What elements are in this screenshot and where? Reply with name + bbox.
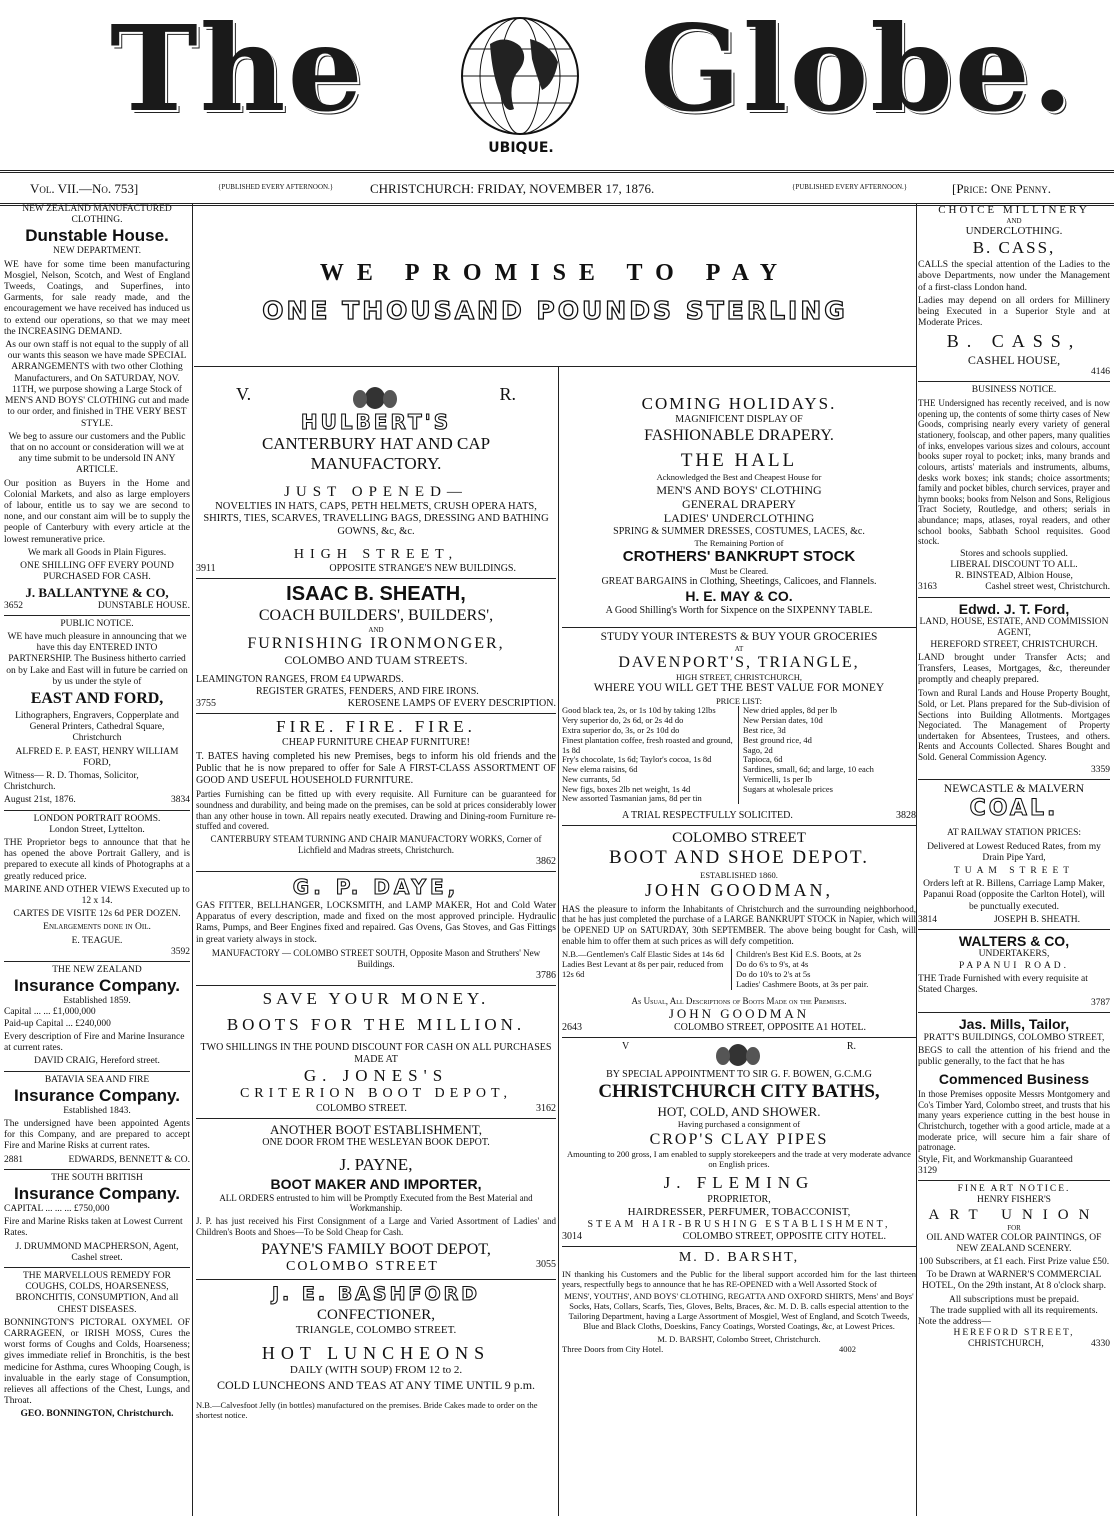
fleming-title: J. FLEMING bbox=[663, 1173, 815, 1193]
middle-column-b bbox=[562, 370, 916, 1354]
boot-price-item: Children's Best Kid E.S. Boots, at 2s bbox=[736, 948, 862, 959]
price-item: Sardines, small, 6d; and large, 10 each bbox=[743, 764, 874, 775]
and-connector: AND bbox=[368, 625, 384, 634]
ad-number: 3163 bbox=[918, 582, 937, 593]
jones-title: G. JONES'S bbox=[303, 1065, 449, 1085]
hereford-street-2: HEREFORD STREET, bbox=[953, 1328, 1075, 1339]
price-item: Extra superior do, 3s, or 2s 10d do bbox=[562, 724, 680, 735]
high-street: HIGH STREET, bbox=[293, 546, 459, 562]
price-list: PRICE LIST: bbox=[715, 696, 763, 707]
middle-divider bbox=[558, 366, 559, 1516]
choice-millinery: CHOICE MILLINERY bbox=[938, 204, 1090, 216]
dunstable-house-title: Dunstable House. bbox=[25, 226, 169, 246]
ford-body-2: Town and Rural Lands and House Property Bought, Sold, or Let. Plans prepared for the Sub-division of Sections into Building Allotments. Mortgages Negociated. The Management of Property undertaken for Absentees, Trustees, and others. Rents and Accounts Collected. Shares Bought and Sold. General Commission Agency. bbox=[918, 688, 1110, 762]
save-money: SAVE YOUR MONEY. bbox=[262, 988, 490, 1008]
middle-column-a bbox=[196, 370, 556, 1422]
drawn-at: To be Drawn at WARNER'S COMMERCIAL HOTEL, On the 29th instant, At 8 o'clock sharp. bbox=[921, 1270, 1107, 1292]
batavia-heading: BATAVIA SEA AND FIRE bbox=[44, 1074, 150, 1085]
goodman-body: HAS the pleasure to inform the Inhabitants of Christchurch and the surrounding neighborhood, that he has just completed the purchase of a LARGE BANKRUPT STOCK in Napier, which will be OPENED UP on SATURDAY, 30th SEPTEMBER. The above being bought for Cash, will enable him to offer them at such prices as will defy competition. bbox=[562, 903, 916, 947]
price-item: New figs, boxes 2lb net weight, 1s 4d bbox=[562, 783, 691, 794]
goodman-address: COLOMBO STREET, OPPOSITE A1 HOTEL. bbox=[673, 1022, 866, 1034]
east-and-ford: EAST AND FORD, bbox=[30, 690, 164, 708]
new-department: NEW DEPARTMENT. bbox=[53, 246, 141, 257]
price-item: New assorted Tasmanian jams, 8d per tin bbox=[562, 793, 702, 804]
bonnington-name: GEO. BONNINGTON, Christchurch. bbox=[20, 1409, 174, 1420]
ad-number: 2881 bbox=[4, 1154, 23, 1165]
left-column bbox=[4, 204, 190, 1516]
liberal-discount: LIBERAL DISCOUNT TO ALL. bbox=[950, 559, 1078, 570]
cass-title: B. CASS, bbox=[972, 238, 1056, 258]
proprietor: PROPRIETOR, bbox=[707, 1193, 771, 1205]
nz-paid-up: Paid-up Capital ... £240,000 bbox=[4, 1018, 111, 1029]
price-item: Sago, 2d bbox=[743, 744, 773, 755]
criterion-depot: CRITERION BOOT DEPOT, bbox=[239, 1086, 513, 1102]
nz-insurance-heading: THE NEW ZEALAND bbox=[52, 965, 142, 976]
teague-name: E. TEAGUE. bbox=[71, 935, 123, 946]
boot-maker: BOOT MAKER AND IMPORTER, bbox=[270, 1175, 482, 1192]
place-date: CHRISTCHURCH: FRIDAY, NOVEMBER 17, 1876. bbox=[370, 181, 655, 196]
sixpenny-table: A Good Shilling's Worth for Sixpence on the SIXPENNY TABLE. bbox=[605, 604, 873, 616]
and-connector: AND bbox=[1006, 216, 1022, 225]
price-item: Sugars at wholesale prices bbox=[743, 783, 833, 794]
ad-number: 3862 bbox=[536, 855, 556, 867]
calvesfoot: N.B.—Calvesfoot Jelly (in bottles) manufactured on the premises. Bride Cakes made to order on the shortest notice. bbox=[196, 1399, 538, 1421]
another-boot: ANOTHER BOOT ESTABLISHMENT, bbox=[270, 1121, 482, 1137]
batavia-established: Established 1843. bbox=[63, 1105, 131, 1116]
daye-address: MANUFACTORY — COLOMBO STREET SOUTH, Opposite Mason and Struthers' New Buildings. bbox=[211, 948, 541, 970]
dunstable-body: WE have for some time been manufacturing Mosgiel, Nelson, Scotch, and West of England Tweeds, Coatings, and Superfines, into Garments, for sale ready made, and the encouragement we have received has induced us to extend our operations, so that we may meet the INCREASING DEMAND. bbox=[4, 259, 190, 337]
ad-number: 3652 bbox=[4, 600, 23, 611]
macpherson: J. DRUMMOND MACPHERSON, Agent, Cashel street. bbox=[15, 1241, 179, 1263]
oil-water-paintings: OIL AND WATER COLOR PAINTINGS, OF NEW ZEALAND SCENERY. bbox=[926, 1232, 1102, 1254]
payne-title: J. PAYNE, bbox=[339, 1155, 413, 1175]
ad-number: 3755 bbox=[196, 697, 216, 709]
payne-colombo: COLOMBO STREET bbox=[286, 1258, 439, 1274]
cass-title-2: B. CASS, bbox=[946, 331, 1082, 352]
cartes-de-visite: CARTES DE VISITE 12s 6d PER DOZEN. bbox=[13, 909, 181, 920]
price-item: Vermicelli, 1s per lb bbox=[743, 773, 812, 784]
hairdresser: HAIRDRESSER, PERFUMER, TOBACCONIST, bbox=[627, 1205, 851, 1218]
nz-insurance-title: Insurance Company. bbox=[14, 976, 180, 996]
ad-number: 3129 bbox=[918, 1165, 937, 1176]
nz-capital: Capital ... ... £1,000,000 bbox=[4, 1007, 96, 1018]
barsht-title: M. D. BARSHT, bbox=[678, 1249, 800, 1265]
the-hall: THE HALL bbox=[680, 449, 798, 471]
leamington: LEAMINGTON RANGES, FROM £4 UPWARDS. bbox=[196, 673, 404, 685]
marine-views: MARINE AND OTHER VIEWS Executed up to 12 x 14. bbox=[4, 884, 190, 907]
plain-figures: We mark all Goods in Plain Figures. bbox=[27, 547, 167, 558]
ad-number: 4146 bbox=[1091, 366, 1110, 377]
ballantyne-name: J. BALLANTYNE & CO, bbox=[25, 585, 169, 601]
price-list-right bbox=[739, 706, 916, 804]
colombo-tuam: COLOMBO AND TUAM STREETS. bbox=[284, 653, 468, 668]
hulberts-novelties: NOVELTIES IN HATS, CAPS, PETH HELMETS, CRUSH OPERA HATS, SHIRTS, TIES, SCARVES, TRAVELLING BAGS, DRESSING AND BATHING GOWNS, &c, &c. bbox=[203, 500, 549, 537]
masthead-title-right: Globe. bbox=[640, 0, 1075, 138]
london-portrait-heading: LONDON PORTRAIT ROOMS. bbox=[33, 813, 161, 824]
binstead-address: Cashel street west, Christchurch. bbox=[985, 582, 1110, 593]
orders-left: Orders left at R. Billens, Carriage Lamp Maker, Papanui Road (opposite the Carlton Hotel), will be punctually executed. bbox=[923, 879, 1105, 912]
remaining-portion: The Remaining Portion of bbox=[694, 537, 784, 548]
payne-body: J. P. has just received his First Consignment of a Large and Varied Assortment of Ladies' and Children's Boots and Shoes—To be Sold Cheap for Cash. bbox=[196, 1216, 556, 1237]
register-grates: REGISTER GRATES, FENDERS, AND FIRE IRONS. bbox=[256, 685, 479, 697]
study-interests: STUDY YOUR INTERESTS & BUY YOUR GROCERIES bbox=[600, 630, 878, 643]
boots-million: BOOTS FOR THE MILLION. bbox=[226, 1015, 526, 1035]
payne-depot: PAYNE'S FAMILY BOOT DEPOT, bbox=[261, 1240, 491, 1258]
south-british-title: Insurance Company. bbox=[14, 1183, 180, 1203]
hulberts-title: HULBERT'S bbox=[300, 410, 452, 434]
coal-title: COAL. bbox=[969, 796, 1059, 822]
bates-body: T. BATES having completed his new Premises, begs to inform his old friends and the Public that he is now prepared to offer for Sale A FIRST-CLASS ASSORTMENT OF GOOD AND USEFUL HOUSEHOLD FURNITURE. bbox=[196, 750, 556, 786]
cheap-furniture: CHEAP FURNITURE CHEAP FURNITURE! bbox=[282, 736, 470, 748]
binstead-body: THE Undersigned has recently received, and is now opening up, the contents of some thirty cases of New Goods, comprising nearly every variety of general stationery, foolscap, and other papers, many qualities of inks, envelopes various sizes and colours, account books super royal to pocket; inks, many brands and colours, artists' materials and instruments, albums, desks work boxes; ink stands; choice assortments; family and pocket bibles, church services, prayer and hymn books; books from Nelson and Sons, Religious Tract Society, Routledge, and others; serials in abundance; maps, atlases, royal readers, and other school books, Sabbath School requisites. Good stock. bbox=[918, 398, 1111, 547]
subscribers: 100 Subscribers, at £1 each. First Prize value £50. bbox=[918, 1256, 1110, 1267]
just-opened: JUST OPENED— bbox=[284, 483, 468, 500]
south-british-heading: THE SOUTH BRITISH bbox=[51, 1172, 143, 1183]
boot-price-item: Ladies Best Levant at 8s per pair, reduced from 12s 6d bbox=[562, 959, 724, 980]
price-item: Very superior do, 2s 6d, or 2s 4d do bbox=[562, 715, 684, 726]
ad-number: 3055 bbox=[536, 1258, 556, 1270]
dunstable-body-4: Our position as Buyers in the Home and Colonial Markets, and also as large employers of labour, entitle us to say we are second to none, and our constant aim will be to supply the people of Canterbury with every article at the lowest remunerative price. bbox=[4, 478, 190, 545]
witness: Witness— R. D. Thomas, Solicitor, Christchurch. bbox=[4, 770, 139, 793]
subscriptions-prepaid: All subscriptions must be prepaid. bbox=[948, 1294, 1080, 1305]
ladies-underclothing: LADIES' UNDERCLOTHING bbox=[663, 511, 815, 526]
stores-schools: Stores and schools supplied. bbox=[960, 548, 1068, 559]
papanui-road: PAPANUI ROAD. bbox=[958, 960, 1070, 971]
ford-title: Edwd. J. T. Ford, bbox=[958, 600, 1070, 617]
cass-body: CALLS the special attention of the Ladies to the above Departments, now under the Management of a first-class London hand. bbox=[918, 260, 1110, 293]
ad-number: 4002 bbox=[839, 1343, 856, 1354]
steam-hair-brushing: STEAM HAIR-BRUSHING ESTABLISHMENT, bbox=[587, 1218, 891, 1230]
bates-body-2: Parties Furnishing can be fitted up with every requisite. All Furniture can be guaranteed for soundness and durability, and being made on the premises, can be sold at prices considerably lower than any other house in town. All repairs neatly executed. Drawing and Dining-room Furniture re-stuffed and covered. bbox=[196, 788, 556, 832]
boot-prices-right bbox=[732, 949, 916, 990]
banner-divider bbox=[194, 366, 916, 367]
confectioner: CONFECTIONER, bbox=[317, 1306, 435, 1323]
amounting: Amounting to 200 gross, I am enabled to supply storekeepers and the trade at very moderate advance on English prices. bbox=[567, 1148, 911, 1169]
ford-body: LAND brought under Transfer Acts; and Transfers, Leases, Mortgages, &c, thereunder promptly and cheaply prepared. bbox=[918, 652, 1110, 686]
spring-summer: SPRING & SUMMER DRESSES, COSTUMES, LACES, &c. bbox=[613, 525, 865, 537]
dunstable-body-2: As our own staff is not equal to the supply of all our wants this season we have made SPECIAL ARRANGEMENTS with two other Clothing Manufacturers, and On SATURDAY, NOV. 11TH, we purpose showing a Large Stock of MEN'S AND BOYS' CLOTHING cut and made to our order, and finished in THE VERY BEST STYLE. bbox=[5, 340, 189, 429]
published-left: {PUBLISHED EVERY AFTERNOON.} bbox=[218, 183, 334, 191]
established-1860: ESTABLISHED 1860. bbox=[700, 869, 778, 880]
price-item: Best rice, 3d bbox=[743, 724, 786, 735]
for-connector: FOR bbox=[1007, 1224, 1021, 1233]
royal-r: R. bbox=[846, 1041, 856, 1053]
ad-number: 3814 bbox=[918, 914, 937, 925]
art-union: ART UNION bbox=[928, 1206, 1100, 1223]
colombo-street-boot: COLOMBO STREET bbox=[672, 830, 806, 847]
batavia-title: Insurance Company. bbox=[14, 1085, 180, 1105]
barsht-signature: M. D. BARSHT, Colombo Street, Christchurch. bbox=[657, 1333, 821, 1344]
magnificent-display: MAGNIFICENT DISPLAY OF bbox=[675, 414, 803, 426]
having-purchased: Having purchased a consignment of bbox=[677, 1119, 801, 1130]
royal-r: R. bbox=[499, 384, 516, 404]
price-item: Fry's chocolate, 1s 6d; Taylor's cocoa, 1s 8d bbox=[562, 754, 712, 765]
triangle-colombo: TRIANGLE, COLOMBO STREET. bbox=[295, 1323, 457, 1336]
mills-body-2: In those Premises opposite Messrs Montgomery and Co's Timber Yard, Colombo street, and trusts that his many years experience cutting in the best house in Christchurch, together with a good article, made at a moderate price, will secure him a fair share of patronage. bbox=[918, 1089, 1110, 1153]
ad-number: 3911 bbox=[196, 563, 216, 575]
price-item: Best ground rice, 4d bbox=[743, 734, 812, 745]
column-divider bbox=[192, 204, 193, 1516]
hulberts-sub: CANTERBURY HAT AND CAP MANUFACTORY. bbox=[261, 434, 491, 474]
price-item: New dried apples, 8d per lb bbox=[743, 705, 837, 716]
fine-art-notice: FINE ART NOTICE. bbox=[957, 1184, 1071, 1195]
john-goodman-2: JOHN GOODMAN bbox=[668, 1006, 810, 1022]
one-door: ONE DOOR FROM THE WESLEYAN BOOK DEPOT. bbox=[262, 1137, 490, 1149]
three-doors: Three Doors from City Hotel. bbox=[562, 1343, 664, 1354]
coach-builders: COACH BUILDERS', BUILDERS', bbox=[258, 607, 494, 625]
ad-number: 3359 bbox=[1091, 764, 1110, 775]
trial-solicited: A TRIAL RESPECTFULLY SOLICITED. bbox=[622, 810, 793, 822]
promise-banner bbox=[194, 204, 916, 364]
must-be-cleared: Must be Cleared. bbox=[709, 565, 769, 576]
crops-pipes: CROP'S CLAY PIPES bbox=[649, 1130, 829, 1148]
great-bargains: GREAT BARGAINS in Clothing, Sheetings, Calicoes, and Flannels. bbox=[601, 576, 877, 588]
shilling-off: ONE SHILLING OFF EVERY POUND PURCHASED FOR CASH. bbox=[20, 560, 174, 583]
ballantyne-address: DUNSTABLE HOUSE. bbox=[97, 600, 190, 611]
masthead bbox=[0, 0, 1114, 168]
masthead-motto: UBIQUE. bbox=[488, 140, 554, 156]
portrait-body: THE Proprietor begs to announce that that he has opened the above Portrait Gallery, and is prepared to execute all kinds of Photographs at a greatly reduced price. bbox=[4, 838, 190, 882]
public-notice-body: WE have much pleasure in announcing that we have this day ENTERED INTO PARTNERSHIP. The Business hitherto carried on by Lake and East will in future be carried on by us under the style of bbox=[6, 632, 188, 687]
daye-title: G. P. DAYE, bbox=[292, 874, 460, 899]
ad-number: 2643 bbox=[562, 1022, 582, 1034]
east-and-ford-sub: Lithographers, Engravers, Copperplate and General Printers, Cathedral Square, Christchurch bbox=[15, 710, 179, 744]
ad-number: 3162 bbox=[536, 1102, 556, 1114]
mills-title: Jas. Mills, Tailor, bbox=[958, 1016, 1070, 1033]
price: [Price: One Penny. bbox=[952, 181, 1052, 196]
sheath-title: ISAAC B. SHEATH, bbox=[286, 583, 466, 606]
hereford-street: HEREFORD STREET, CHRISTCHURCH. bbox=[930, 639, 1098, 650]
public-notice-heading: PUBLIC NOTICE. bbox=[60, 618, 134, 629]
christchurch: CHRISTCHURCH, bbox=[968, 1339, 1044, 1350]
ford-sub: LAND, HOUSE, ESTATE, AND COMMISSION AGENT, bbox=[919, 617, 1109, 639]
boot-price-item: Do do 10's to 2's at 5s bbox=[736, 969, 811, 980]
south-british-capital: CAPITAL ... ... ... £750,000 bbox=[4, 1204, 110, 1215]
as-usual: As Usual, All Descriptions of Boots Made on the Premises. bbox=[631, 995, 847, 1006]
davenports-address: HIGH STREET, CHRISTCHURCH, bbox=[676, 672, 802, 683]
ad-number: 3592 bbox=[171, 946, 190, 957]
right-column bbox=[918, 204, 1110, 1516]
promise-line-2: ONE THOUSAND POUNDS STERLING bbox=[262, 296, 848, 325]
coming-holidays: COMING HOLIDAYS. bbox=[641, 394, 837, 413]
partners: ALFRED E. P. EAST, HENRY WILLIAM FORD, bbox=[15, 746, 179, 768]
bonnington-body: BONNINGTON'S PICTORAL OXYMEL OF CARRAGEEN, or IRISH MOSS, Cures the worst forms of Coughs and Colds, Hoarseness; gives immediate relief in Bronchitis, is the best medicine for Asthma, cures Whooping Cough, is invaluable in the early stage of Consumption, relieves all affections of the Chest, Lungs, and Throat. bbox=[4, 1317, 190, 1407]
john-goodman: JOHN GOODMAN, bbox=[644, 880, 833, 901]
cashel-house: CASHEL HOUSE, bbox=[967, 352, 1061, 367]
special-appointment: BY SPECIAL APPOINTMENT TO SIR G. F. BOWEN, G.C.M.G bbox=[606, 1069, 872, 1081]
henry-fisher: HENRY FISHER'S bbox=[977, 1195, 1051, 1206]
bates-works: CANTERBURY STEAM TURNING AND CHAIR MANUFACTORY WORKS, Corner of Lichfield and Madras streets, Christchurch. bbox=[210, 834, 542, 855]
royal-v: V bbox=[622, 1041, 630, 1053]
nz-insurance-body: Every description of Fire and Marine Insurance at current rates. bbox=[4, 1031, 185, 1054]
dunstable-body-3: We beg to assure our customers and the Public that on no account or consideration will we at any time submit to be undersold IN ANY ARTICLE. bbox=[8, 431, 186, 476]
mens-boys-clothing: MEN'S AND BOYS' CLOTHING bbox=[656, 482, 822, 497]
hulberts-opposite: OPPOSITE STRANGE'S NEW BUILDINGS. bbox=[329, 563, 516, 575]
two-shillings: TWO SHILLINGS IN THE POUND DISCOUNT FOR CASH ON ALL PURCHASES MADE AT bbox=[200, 1041, 552, 1065]
railway-prices: AT RAILWAY STATION PRICES: bbox=[946, 828, 1082, 839]
general-drapery: GENERAL DRAPERY bbox=[682, 496, 796, 511]
boot-price-item: Do do 6's to 9's, at 4s bbox=[736, 959, 809, 970]
price-item: New Persian dates, 10d bbox=[743, 715, 823, 726]
royal-crest-icon bbox=[708, 1041, 768, 1067]
edwards-bennett: EDWARDS, BENNETT & CO. bbox=[68, 1154, 190, 1165]
volume-number: Vol. VII.—No. 753] bbox=[30, 181, 139, 196]
binstead-name: R. BINSTEAD, Albion House, bbox=[955, 571, 1073, 582]
cass-body-2: Ladies may depend on all orders for Millinery being Executed in a Superior Style and at Moderate Prices. bbox=[918, 295, 1110, 329]
enlargements: Enlargements done in Oil. bbox=[43, 922, 151, 933]
hot-cold-shower: HOT, COLD, AND SHOWER. bbox=[657, 1103, 821, 1119]
ad-number: 4330 bbox=[1091, 1339, 1110, 1350]
davenports: DAVENPORT'S, TRIANGLE, bbox=[618, 654, 860, 672]
boot-price-item: N.B.—Gentlemen's Calf Elastic Sides at 14s 6d bbox=[562, 948, 725, 959]
pratts-buildings: PRATT'S BUILDINGS, COLOMBO STREET, bbox=[923, 1032, 1105, 1043]
fire-heading: FIRE. FIRE. FIRE. bbox=[276, 716, 476, 736]
fashionable-drapery: FASHIONABLE DRAPERY. bbox=[644, 427, 834, 445]
note-address: Note the address— bbox=[918, 1316, 991, 1327]
city-baths: CHRISTCHURCH CITY BATHS, bbox=[598, 1081, 880, 1103]
barsht-body-2: MENS', YOUTHS', AND BOYS' CLOTHING, REGATTA AND OXFORD SHIRTS, Mens' and Boys' Socks, Hats, Collars, Scarfs, Ties, Gloves, Belts, Braces, &c. M. D. B. calls especial attention to the Tailoring Department, having a Large Assortment of Mosgiel, West of England, and Scotch Tweeds, Blue and Black Cloths, Doeskins, Fancy Coatings, Worsted Coatings, &c, at Lowest Prices. bbox=[564, 1290, 914, 1332]
bashford-title: J. E. BASHFORD bbox=[271, 1282, 481, 1305]
daye-body: GAS FITTER, BELLHANGER, LOCKSMITH, and LAMP MAKER, Hot and Cold Water Apparatus of every description, made and fixed on the most approved principle. Hydraulic Rams, Pumps, and Beer Engines fixed and repaired. Gas Ovens, Gas Stoves, and Gas Fittings in great variety always in stock. bbox=[196, 900, 556, 945]
tuam-street: TUAM STREET bbox=[953, 865, 1075, 876]
may-and-co: H. E. MAY & CO. bbox=[685, 588, 793, 605]
delivered: Delivered at Lowest Reduced Rates, from my Drain Pipe Yard, bbox=[927, 841, 1101, 863]
acknowledged: Acknowledged the Best and Cheapest House for bbox=[656, 472, 822, 483]
batavia-body: The undersigned have been appointed Agents for this Company, and are prepared to accept Fire and Marine Risks at current rates. bbox=[4, 1118, 190, 1152]
marvellous-remedy: THE MARVELLOUS REMEDY FOR COUGHS, COLDS, HOARSENESS, BRONCHITIS, CONSUMPTION, And all CHEST DISEASES. bbox=[15, 1271, 179, 1315]
royal-v: V. bbox=[236, 384, 252, 404]
cold-luncheons: COLD LUNCHEONS AND TEAS AT ANY TIME UNTIL 9 p.m. bbox=[216, 1377, 536, 1392]
furnishing-ironmonger: FURNISHING IRONMONGER, bbox=[247, 634, 505, 652]
at-connector: AT bbox=[734, 644, 744, 653]
nz-manufactured-heading: NEW ZEALAND MANUFACTURED CLOTHING. bbox=[22, 204, 172, 226]
david-craig: DAVID CRAIG, Hereford street. bbox=[34, 1056, 160, 1067]
daily-soup: DAILY (WITH SOUP) FROM 12 to 2. bbox=[289, 1364, 463, 1377]
ad-number: 3834 bbox=[171, 795, 190, 806]
price-item: Good black tea, 2s, or 1s 10d by taking 12lbs bbox=[562, 705, 716, 716]
royal-crest-icon bbox=[345, 384, 405, 410]
joseph-sheath: JOSEPH B. SHEATH. bbox=[993, 914, 1080, 925]
boot-price-item: Ladies' Cashmere Boots, at 3s per pair. bbox=[736, 979, 869, 990]
promise-line-1: WE PROMISE TO PAY bbox=[319, 260, 791, 286]
best-value: WHERE YOU WILL GET THE BEST VALUE FOR MONEY bbox=[593, 682, 885, 695]
style-fit: Style, Fit, and Workmanship Guaranteed bbox=[918, 1154, 1073, 1165]
trade-furnished: THE Trade Furnished with every requisite at Stated Charges. bbox=[918, 973, 1088, 996]
undertakers: UNDERTAKERS, bbox=[978, 949, 1050, 960]
kerosene: KEROSENE LAMPS OF EVERY DESCRIPTION. bbox=[347, 697, 556, 709]
mills-body: BEGS to call the attention of his friend and the public generally, to the fact that he has bbox=[918, 1046, 1110, 1068]
witness-date: August 21st, 1876. bbox=[4, 795, 76, 806]
underclothing: UNDERCLOTHING. bbox=[965, 225, 1063, 238]
price-item: Finest plantation coffee, fresh roasted and ground, 1s 8d bbox=[562, 734, 733, 755]
business-notice: BUSINESS NOTICE. bbox=[971, 385, 1057, 396]
hot-luncheons: HOT LUNCHEONS bbox=[261, 1342, 491, 1363]
ad-number: 3786 bbox=[536, 969, 556, 981]
trade-supplied: The trade supplied with all its requirements. bbox=[930, 1305, 1098, 1316]
masthead-title-left: The bbox=[110, 0, 365, 138]
column-divider bbox=[916, 204, 917, 1516]
south-british-body: Fire and Marine Risks taken at Lowest Current Rates. bbox=[4, 1217, 183, 1239]
price-item: New currants, 5d bbox=[562, 773, 621, 784]
price-list-left bbox=[562, 706, 739, 804]
dateline bbox=[0, 170, 1114, 206]
london-street: London Street, Lyttelton. bbox=[49, 824, 145, 835]
published-right: {PUBLISHED EVERY AFTERNOON.} bbox=[792, 183, 908, 191]
boot-shoe-depot: BOOT AND SHOE DEPOT. bbox=[609, 847, 869, 869]
nz-insurance-established: Established 1859. bbox=[63, 996, 131, 1007]
price-item: New elema raisins, 6d bbox=[562, 764, 638, 775]
ad-number: 3014 bbox=[562, 1230, 582, 1242]
fleming-address: COLOMBO STREET, OPPOSITE CITY HOTEL. bbox=[682, 1230, 886, 1242]
crothers-stock: CROTHERS' BANKRUPT STOCK bbox=[622, 547, 856, 565]
barsht-body: IN thanking his Customers and the Public for the liberal support accorded him for the last thirteen years, respectfully begs to announce that he has RE-OPENED with a Well Assorted Stock of bbox=[562, 1268, 916, 1289]
colombo-street: COLOMBO STREET. bbox=[316, 1102, 407, 1114]
walters-title: WALTERS & CO, bbox=[958, 932, 1070, 949]
price-item: Tapioca, 6d bbox=[743, 754, 783, 765]
ad-number: 3828 bbox=[896, 810, 916, 822]
payne-orders: ALL ORDERS entrusted to him will be Promptly Executed from the Best Material and Workmanship. bbox=[219, 1192, 533, 1214]
newcastle-malvern: NEWCASTLE & MALVERN bbox=[943, 782, 1085, 795]
commenced-business: Commenced Business bbox=[938, 1070, 1090, 1087]
boot-prices-left bbox=[562, 949, 732, 990]
ad-number: 3787 bbox=[1091, 998, 1110, 1009]
